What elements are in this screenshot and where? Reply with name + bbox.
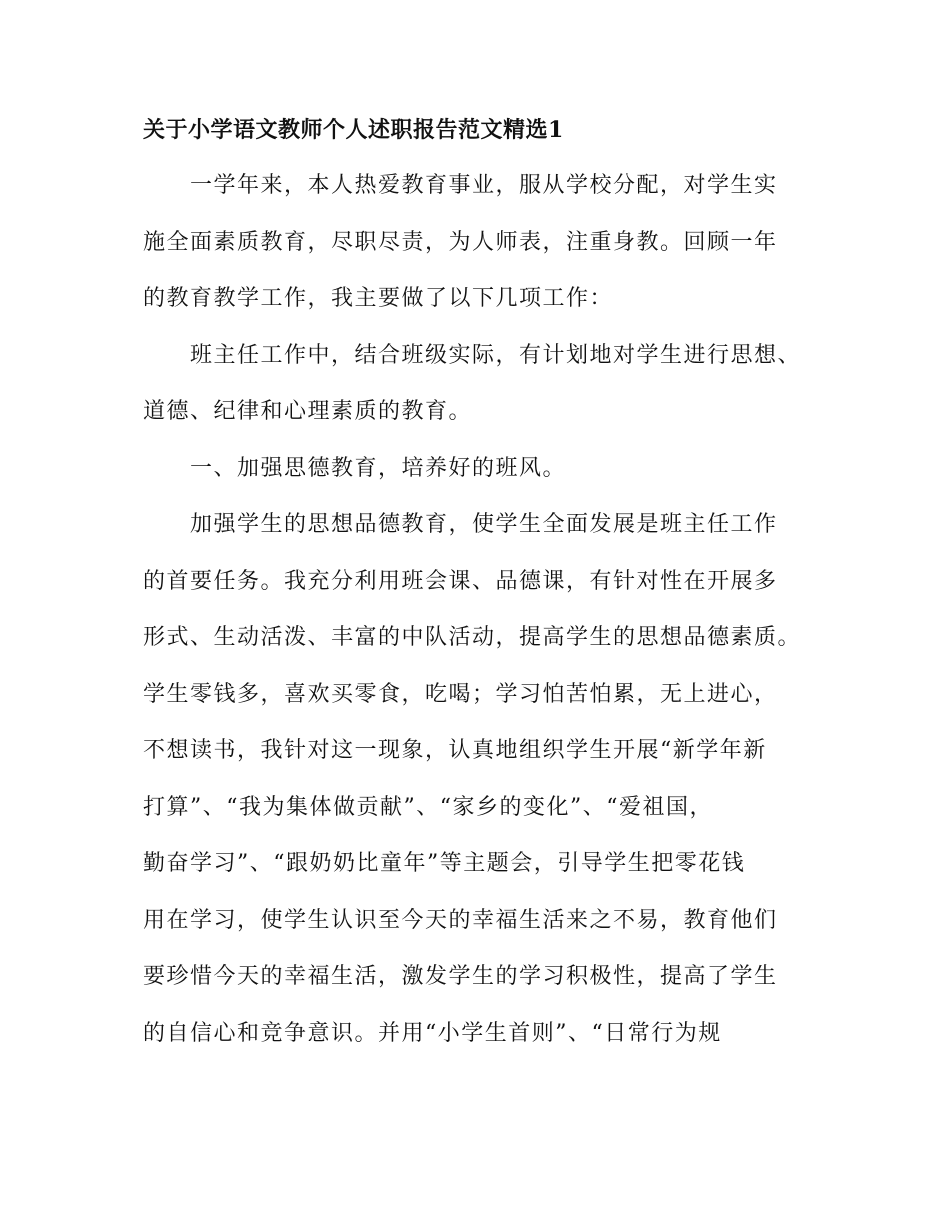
paragraph-line: 一学年来，本人热爱教育事业，服从学校分配，对学生实 [190, 173, 778, 198]
paragraph-line: 施全面素质教育，尽职尽责，为人师表，注重身教。回顾一年 [143, 230, 778, 255]
paragraph-line: 不想读书，我针对这一现象，认真地组织学生开展“新学年新 [143, 738, 767, 763]
paragraph-line: 班主任工作中，结合班级实际，有计划地对学生进行思想、 [190, 343, 802, 368]
paragraph-line: 的首要任务。我充分利用班会课、品德课，有针对性在开展多 [143, 569, 778, 594]
paragraph-line: 要珍惜今天的幸福生活，激发学生的学习积极性，提高了学生 [143, 964, 778, 989]
paragraph-line: 学生零钱多，喜欢买零食，吃喝；学习怕苦怕累，无上进心， [143, 682, 778, 707]
paragraph-line: 形式、生动活泼、丰富的中队活动，提高学生的思想品德素质。 [143, 625, 802, 650]
paragraph-line: 勤奋学习”、“跟奶奶比童年”等主题会，引导学生把零花钱 [143, 851, 746, 876]
paragraph-line: 加强学生的思想品德教育，使学生全面发展是班主任工作 [190, 512, 778, 537]
paragraph-line: 的自信心和竞争意识。并用“小学生首则”、“日常行为规 [143, 1021, 722, 1046]
paragraph-line: 用在学习，使学生认识至今天的幸福生活来之不易，教育他们 [143, 908, 778, 933]
document-title: 关于小学语文教师个人述职报告范文精选1 [143, 117, 564, 143]
paragraph-line: 打算”、“我为集体做贡献”、“家乡的变化”、“爱祖国， [143, 795, 713, 820]
paragraph-line: 的教育教学工作，我主要做了以下几项工作： [143, 286, 614, 311]
section-heading: 一、加强思德教育，培养好的班风。 [190, 456, 567, 481]
paragraph-line: 道德、纪律和心理素质的教育。 [143, 399, 473, 424]
